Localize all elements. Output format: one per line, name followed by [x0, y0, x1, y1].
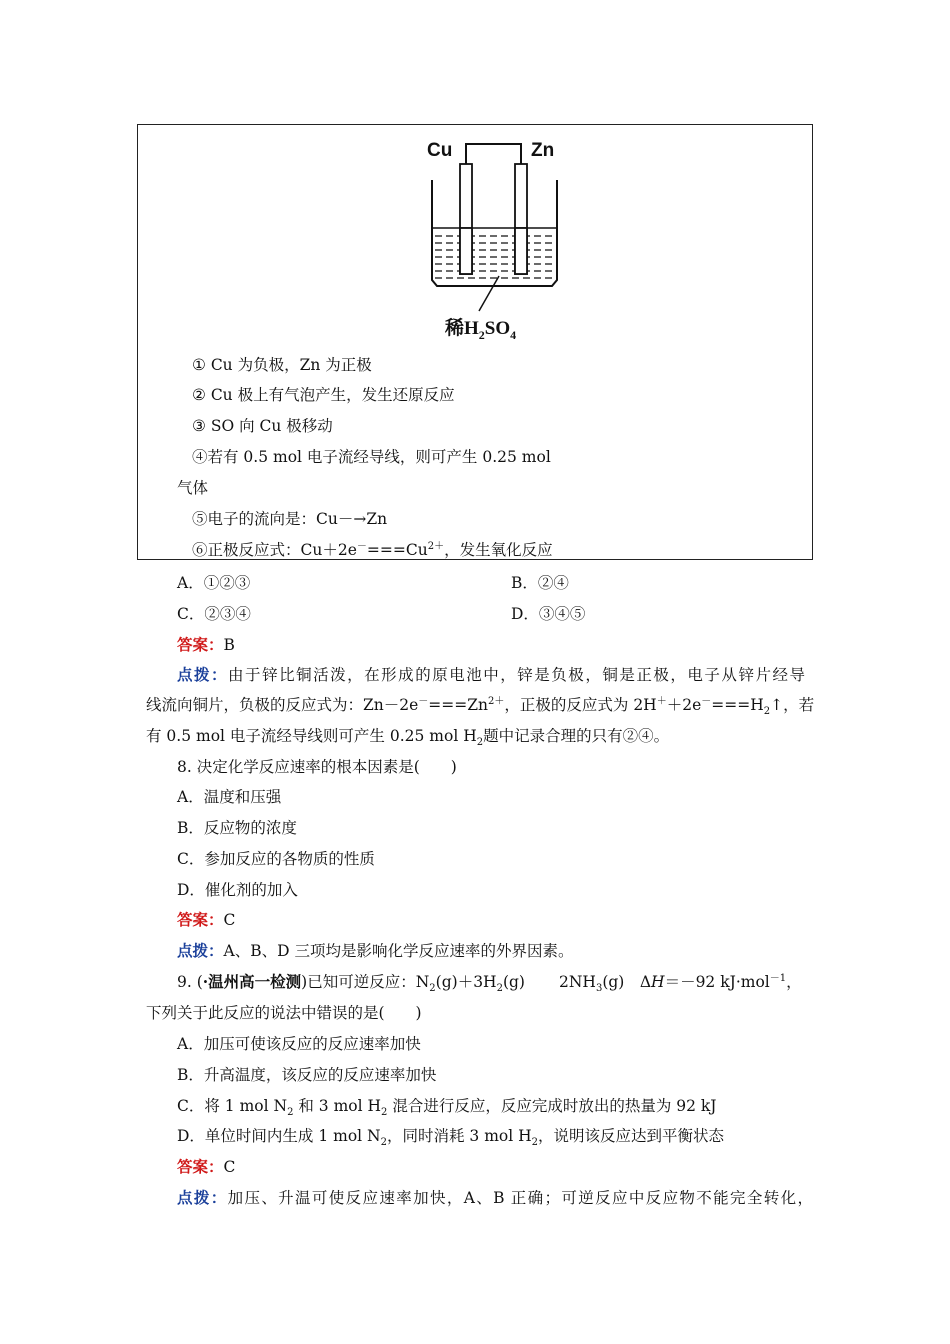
wire: [466, 144, 521, 164]
q7-tip-line2: 线流向铜片，负极的反应式为：$Zn-2e^-===Zn^{2+}$，正极的反应式为 $2H^++2e^-===H_2↑$，若: [146, 695, 815, 718]
q8-option-c: C．参加反应的各物质的性质: [177, 850, 375, 868]
q9-option-a: A．加压可使该反应的反应速率加快: [177, 1035, 421, 1053]
statement-2: ② Cu 极上有气泡产生，发生还原反应: [192, 386, 455, 404]
q9-stem-line2: 下列关于此反应的说法中错误的是( ): [146, 1004, 422, 1022]
q8-option-a: A．温度和压强: [177, 788, 282, 806]
q9-stem: 9. (·温州高一检测)已知可逆反应：$N_2(g)+3H_2(g)$ $2NH_3(g)$ ΔH＝－92 kJ·mol$^{-1}$，: [177, 972, 802, 995]
solution-lines: [435, 236, 555, 278]
q8-tip: 点拨：A、B、D 三项均是影响化学反应速率的外界因素。: [177, 941, 574, 960]
cu-label: Cu: [427, 140, 453, 161]
q9-tip: 点拨：加压、升温可使反应速率加快，A、B 正确；可逆反应中反应物不能完全转化，: [177, 1188, 813, 1207]
galvanic-cell-diagram: [415, 130, 575, 345]
statement-4: ④若有 0.5 mol 电子流经导线，则可产生 0.25 mol: [192, 448, 551, 466]
beaker: [432, 180, 557, 286]
zn-label: Zn: [531, 140, 555, 161]
q7-tip-line1: 点拨：由于锌比铜活泼，在形成的原电池中，锌是负极，铜是正极，电子从锌片经导: [177, 665, 805, 684]
q9-option-d: D．单位时间内生成 1 mol $N_2$，同时消耗 3 mol $H_2$，说明该反应达到平衡状态: [177, 1127, 725, 1149]
q9-option-c: C．将 1 mol $N_2$ 和 3 mol $H_2$ 混合进行反应，反应完成时放出的热量为 92 kJ: [177, 1097, 717, 1119]
pointer-line: [479, 276, 499, 311]
statement-6: ⑥正极反应式：$Cu+2e^-===Cu^{2+}$，发生氧化反应: [192, 540, 553, 559]
statement-5: ⑤电子的流向是：Cu－→Zn: [192, 510, 388, 528]
statement-4-cont: 气体: [177, 479, 209, 497]
statement-3: ③ SO 向 Cu 极移动: [192, 417, 333, 435]
q7-option-d: D．③④⑤: [511, 605, 586, 623]
q8-stem: 8. 决定化学反应速率的根本因素是( ): [177, 758, 457, 776]
q9-answer: 答案：C: [177, 1157, 236, 1176]
q8-option-d: D．催化剂的加入: [177, 881, 298, 899]
q9-option-b: B．升高温度，该反应的反应速率加快: [177, 1066, 437, 1084]
q7-option-b: B．②④: [511, 574, 569, 592]
q7-tip-line3: 有 0.5 mol 电子流经导线则可产生 0.25 mol $H_2$题中记录合理的只有②④。: [146, 727, 670, 749]
q8-answer: 答案：C: [177, 910, 236, 929]
q8-option-b: B．反应物的浓度: [177, 819, 297, 837]
q7-option-c: C．②③④: [177, 605, 251, 623]
q7-option-a: A．①②③: [177, 574, 251, 592]
solution-label: 稀$H_2SO_4$: [445, 318, 517, 342]
statement-1: ① Cu 为负极，Zn 为正极: [192, 356, 372, 374]
q7-answer: 答案：B: [177, 635, 235, 654]
